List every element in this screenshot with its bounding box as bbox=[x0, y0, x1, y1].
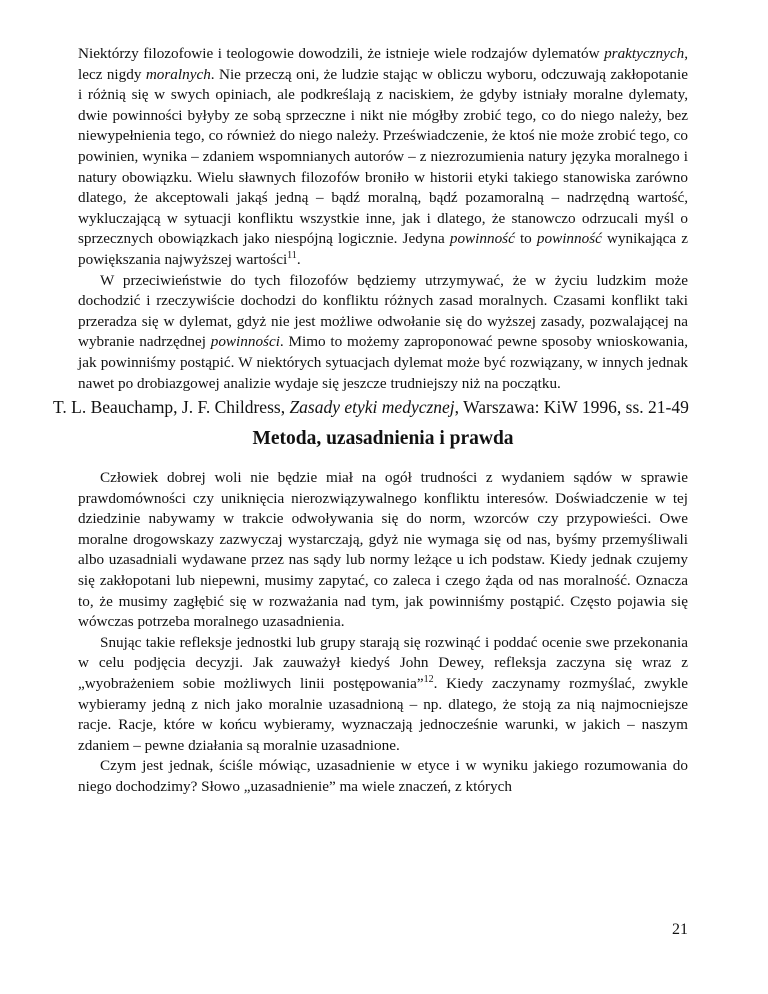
text: Niektórzy filozofowie i teologowie dowodzili, że istnieje wiele rodzajów dylematów bbox=[78, 45, 605, 62]
citation-publication: , Warszawa: KiW 1996, ss. 21-49 bbox=[454, 397, 689, 418]
emphasis: moralnych bbox=[145, 65, 211, 83]
emphasis: powinności bbox=[210, 333, 280, 351]
paragraph-3: Człowiek dobrej woli nie będzie miał na ogół trudności z wydaniem sądów w sprawie prawdomówności czy uniknięcia nierozwiązywalnego konfliktu interesów. Doświadczenie w tej dziedzinie nabywamy w trakcie odwoływania się do norm, wzorców czy przypowieści. Owe moralne drogowskazy zazwyczaj wystarczają, gdyż nie wymaga się od nas, byśmy przemyśliwali albo uzasadniali wydawane przez nas sądy lub normy leżące u ich podstaw. Kiedy jednak czujemy się zakłopotani lub niepewni, musimy zapytać, co zaleca i czego żąda od nas moralność. Oznacza to, że musimy zagłębić się w rozważania nad tym, jak powinniśmy postąpić. Często pojawia się wówczas potrzeba moralnego uzasadnienia. bbox=[78, 469, 688, 631]
text: Snując takie refleksje jednostki lub grupy starają się rozwinąć i poddać ocenie swe przekonania w celu podjęcia decyzji. Jak zauważył kiedyś John Dewey, refleksja zaczyna się wraz z „wyobrażeniem sobie możliwych linii postępowania” bbox=[78, 633, 688, 693]
paragraph-4 bbox=[78, 633, 688, 757]
text: to bbox=[514, 230, 537, 248]
citation-authors: T. L. Beauchamp, J. F. Childress, bbox=[53, 397, 290, 418]
emphasis: powinność bbox=[536, 230, 602, 248]
text: . Mimo to możemy zaproponować pewne sposoby wnioskowania, jak powinniśmy postąpić. W niektórych sytuacjach dylemat może być rozwiązany, w innych jednak nawet po drobiazgowej analizie wydaje się jeszcze trudniejszy niż na początku. bbox=[78, 333, 688, 392]
text: , lecz nigdy bbox=[78, 45, 688, 83]
emphasis: powinność bbox=[449, 230, 515, 248]
section-body bbox=[78, 468, 688, 798]
emphasis: praktycznych bbox=[604, 45, 685, 62]
citation-title: Zasady etyki medycznej bbox=[289, 397, 455, 418]
text: . bbox=[296, 250, 301, 268]
paragraph-1 bbox=[78, 44, 688, 271]
text: W przeciwieństwie do tych filozofów będziemy utrzymywać, że w życiu ludzkim może dochodzić i rzeczywiście dochodzi do konfliktu różnych zasad moralnych. Czasami konflikt taki przeradza się w dylemat, gdyż nie jest możliwe odwołanie się do wyższej zasady, pozwalającej na wybranie nadrzędnej bbox=[78, 271, 688, 351]
paragraph-5: Czym jest jednak, ściśle mówiąc, uzasadnienie w etyce i w wyniku jakiego rozumowania do niego dochodzimy? Słowo „uzasadnienie” ma wiele znaczeń, z których bbox=[78, 757, 688, 795]
section-heading: Metoda, uzasadnienia i prawda bbox=[252, 428, 514, 450]
text: wynikająca z powiększania najwyższej wartości bbox=[78, 230, 688, 268]
text: . Kiedy zaczynamy rozmyślać, zwykle wybieramy jedną z nich jako moralnie uzasadnioną – np. dlatego, że stoją za nią najmocniejsze racje. Racje, które w końcu wybieramy, wyznaczają jednocześnie warunki, w jakich – naszym zdaniem – pewne działania są moralnie uzasadnione. bbox=[78, 675, 688, 754]
paragraph-2 bbox=[78, 271, 688, 395]
page-body bbox=[53, 44, 689, 798]
text: . Nie przeczą oni, że ludzie stając w obliczu wyboru, odczuwają zakłopotanie i różnią się w swych opiniach, ale podkreślają z naciskiem, że gdyby istniały moralne dylematy, dwie powinności byłyby ze sobą sprzeczne i nikt nie mógłby zrobić tego, co do niego należy, bez niewypełnienia tego, co również do niego należy. Przeświadczenie, że ktoś nie może zrobić tego, co powinien, wynika – zdaniem wspomnianych autorów – z niezrozumienia natury języka moralnego i natury obowiązku. Wielu sławnych filozofów broniło w historii etyki takiego stanowiska zarówno dlatego, że akceptowali jakąś jedną – bądź moralną, bądź pozamoralną – nadrzędną wartość, wykluczającą w sytuacji konfliktu wszystkie inne, jak i dlatego, że stanowczo odrzucali myśl o sprzecznych obowiązkach jako niespójną logicznie. Jedyna bbox=[78, 65, 688, 248]
footnote-marker: 11 bbox=[287, 249, 297, 261]
page-number: 21 bbox=[672, 921, 688, 938]
footnote-marker: 12 bbox=[423, 673, 434, 685]
citation bbox=[53, 396, 693, 419]
